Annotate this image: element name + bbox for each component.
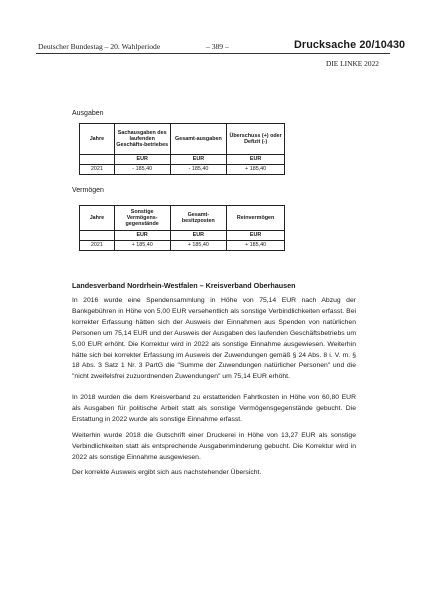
year-cell: 2021 <box>80 241 115 251</box>
header-rule <box>36 53 390 54</box>
party-header: DIE LINKE 2022 <box>326 59 379 68</box>
table-header-row <box>80 124 285 155</box>
unit-cell: EUR <box>227 231 285 241</box>
column-header: Jahre <box>80 206 115 231</box>
value-cell: + 185,40 <box>227 165 285 175</box>
table-row <box>80 241 285 251</box>
value-cell: + 185,40 <box>114 241 170 251</box>
unit-cell: EUR <box>170 231 227 241</box>
page-number: – 389 – <box>206 42 229 51</box>
unit-cell: EUR <box>227 155 285 165</box>
column-header: Reinvermögen <box>227 206 285 231</box>
vermoegen-title: Vermögen <box>72 187 104 194</box>
paragraph-text: In 2018 wurden die dem Kreisverband zu erstattenden Fahrtkosten in Höhe von 60,80 EUR als Ausgaben für politische Arbeit statt als sonstige Vermögensgegenstände gebucht. Die Erstattung in 2022 wurde als sonstige Einnahme erfasst. <box>72 394 356 423</box>
unit-cell: EUR <box>114 231 170 241</box>
unit-cell: EUR <box>170 155 227 165</box>
column-header: Sonstige Vermögens-gegenstände <box>114 206 170 231</box>
column-header: Überschuss (+) oder Defizit (-) <box>227 124 285 155</box>
value-cell: + 185,40 <box>227 241 285 251</box>
column-header: Gesamt-ausgaben <box>170 124 227 155</box>
document-number: Drucksache 20/10430 <box>294 39 406 51</box>
ausgaben-table <box>79 123 285 175</box>
table-row <box>80 165 285 175</box>
unit-cell: EUR <box>114 155 170 165</box>
paragraph <box>72 431 356 464</box>
paragraph-text: Weiterhin wurde 2018 die Gutschrift einer Druckerei in Höhe von 13,27 EUR als sonstige Verbindlichkeiten statt als entsprechende Ausgabenminderung gebucht. Die Korrektur wird in 2022 als sonstige Einnahme ausgewiesen. <box>72 432 356 461</box>
value-cell: - 185,40 <box>114 165 170 175</box>
paragraph <box>72 296 356 383</box>
unit-row <box>80 231 285 241</box>
paragraph <box>72 393 356 426</box>
header-left: Deutscher Bundestag – 20. Wahlperiode <box>38 42 161 51</box>
vermoegen-table <box>79 205 285 251</box>
paragraph-text: In 2016 wurde eine Spendensammlung in Höhe von 75,14 EUR nach Abzug der Bankgebühren in Höhe von 5,00 EUR versehentlich als sonstige Verbindlichkeiten erfasst. Bei korrekter Erfassung hätten sich der Ausweis der Einnahmen aus Spenden von natürlichen Personen um 75,14 EUR und der Ausweis der Ausgaben des laufenden Geschäftsbetriebs um 5,00 EUR erhöht. Die Korrektur wird in 2022 als sonstige Einnahme ausgewiesen. Weiterhin hätte sich bei korrekter Erfassung im Ausweis der Zuwendungen gemäß § 24 Abs. 8 i. V. m. § 18 Abs. 3 Satz 1 Nr. 3 PartG die "Summe der Zuwendungen natürlicher Personen" und die "nicht zweifelsfrei zuzuordnenden Zuwendungen" um 75,14 EUR erhöht. <box>72 297 356 381</box>
ausgaben-title: Ausgaben <box>72 110 104 117</box>
column-header: Jahre <box>80 124 115 155</box>
value-cell: - 185,40 <box>170 165 227 175</box>
year-cell: 2021 <box>80 165 115 175</box>
column-header: Gesamt-besitzposten <box>170 206 227 231</box>
table-header-row <box>80 206 285 231</box>
paragraph <box>72 468 356 479</box>
value-cell: + 185,40 <box>170 241 227 251</box>
section-heading: Landesverband Nordrhein-Westfalen – Kreisverband Oberhausen <box>72 281 296 290</box>
paragraph-text: Der korrekte Ausweis ergibt sich aus nachstehender Übersicht. <box>72 469 262 476</box>
column-header: Sachausgaben des laufenden Geschäfts-betriebes <box>114 124 170 155</box>
unit-row <box>80 155 285 165</box>
